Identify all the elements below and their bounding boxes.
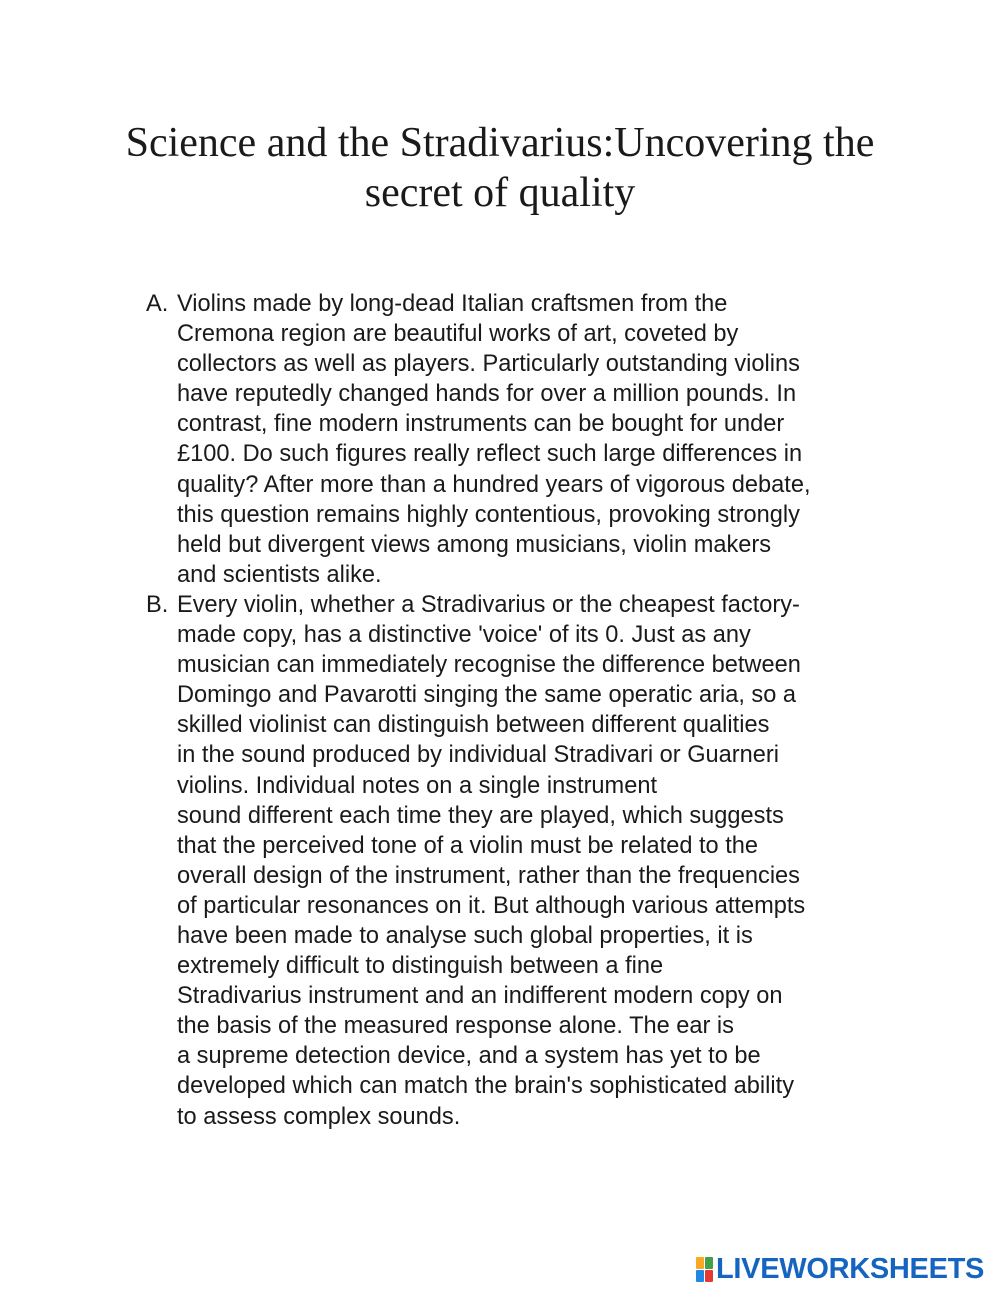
- text-line: collectors as well as players. Particularly outstanding violins: [177, 351, 800, 378]
- paragraph-b: [146, 590, 906, 1132]
- text-line: that the perceived tone of a violin must be related to the: [177, 832, 759, 859]
- text-line: Stradivarius instrument and an indifferent modern copy on: [177, 983, 783, 1010]
- title-line-1: Science and the Stradivarius:Uncovering the: [125, 120, 875, 166]
- text-line: extremely difficult to distinguish between a fine: [177, 953, 664, 980]
- text-line: have been made to analyse such global properties, it is: [177, 922, 753, 949]
- text-line: quality? After more than a hundred years of vigorous debate,: [177, 471, 811, 498]
- text-line: skilled violinist can distinguish between different qualities: [177, 712, 770, 739]
- text-line: have reputedly changed hands for over a million pounds. In: [177, 381, 797, 408]
- logo-square-icon: [705, 1257, 713, 1269]
- text-line: the basis of the measured response alone. The ear is: [177, 1013, 734, 1040]
- text-line: this question remains highly contentious, provoking strongly: [177, 501, 800, 528]
- text-line: Every violin, whether a Stradivarius or the cheapest factory-: [177, 591, 800, 618]
- text-line: £100. Do such figures really reflect such large differences in: [177, 441, 803, 468]
- liveworksheets-logo[interactable]: [695, 1254, 984, 1284]
- paragraph-list: [146, 289, 906, 1132]
- text-line: a supreme detection device, and a system has yet to be: [177, 1043, 761, 1070]
- text-line: sound different each time they are played, which suggests: [177, 802, 784, 829]
- title-line-2: secret of quality: [364, 170, 636, 216]
- text-line: musician can immediately recognise the difference between: [177, 652, 801, 679]
- text-line: violins. Individual notes on a single instrument: [177, 772, 658, 799]
- logo-square-icon: [696, 1270, 704, 1282]
- text-line: Cremona region are beautiful works of art, coveted by: [177, 321, 739, 348]
- logo-square-icon: [705, 1270, 713, 1282]
- paragraph-text: [177, 289, 906, 590]
- text-line: in the sound produced by individual Stradivari or Guarneri: [177, 742, 779, 769]
- paragraph-marker: A.: [146, 291, 169, 317]
- text-line: Violins made by long-dead Italian craftsmen from the: [177, 291, 728, 317]
- text-line: held but divergent views among musicians, violin makers: [177, 531, 772, 558]
- text-line: contrast, fine modern instruments can be bought for under: [177, 411, 785, 438]
- text-line: and scientists alike.: [177, 561, 382, 588]
- text-line: to assess complex sounds.: [177, 1103, 461, 1130]
- text-line: of particular resonances on it. But although various attempts: [177, 892, 806, 919]
- paragraph-marker: B.: [146, 591, 169, 618]
- text-line: made copy, has a distinctive 'voice' of its 0. Just as any: [177, 622, 751, 649]
- text-line: developed which can match the brain's sophisticated ability: [177, 1073, 794, 1100]
- text-line: Domingo and Pavarotti singing the same operatic aria, so a: [177, 682, 797, 709]
- logo-square-icon: [696, 1257, 704, 1269]
- liveworksheets-logo-icon: [695, 1256, 713, 1282]
- document-title: [0, 118, 1000, 218]
- logo-text: LIVEWORKSHEETS: [716, 1252, 985, 1285]
- paragraph-a: [146, 289, 906, 590]
- paragraph-text: [177, 590, 906, 1132]
- text-line: overall design of the instrument, rather than the frequencies: [177, 862, 800, 889]
